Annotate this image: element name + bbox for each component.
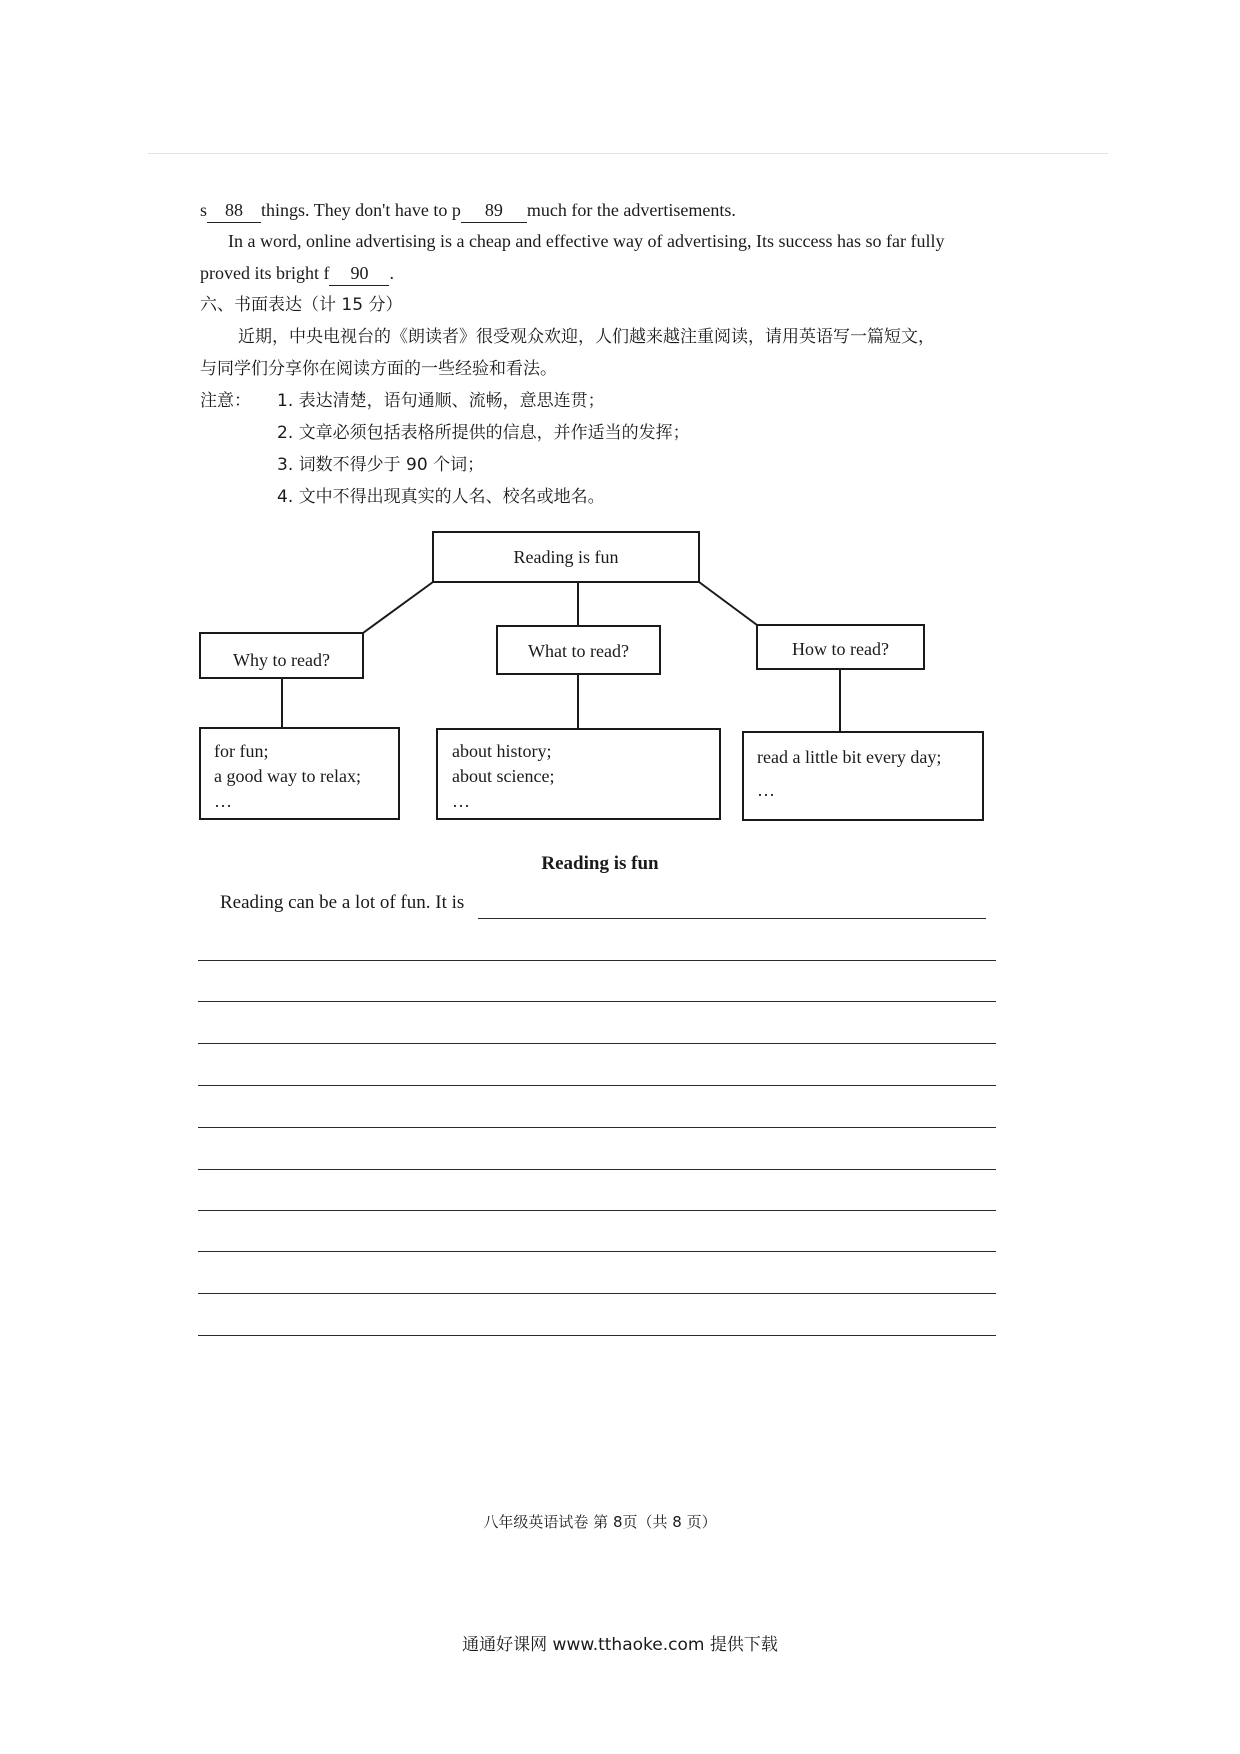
branch-title-what: What to read?	[528, 641, 629, 661]
detail-item: …	[214, 791, 232, 811]
source-credit: 通通好课网 www.tthaoke.com 提供下载	[462, 1635, 778, 1655]
section-intro-line-1: 近期，中央电视台的《朗读者》很受观众欢迎，人们越来越注重阅读，请用英语写一篇短文，	[238, 327, 935, 347]
detail-item: about science;	[452, 766, 555, 786]
passage-line-1	[200, 198, 736, 223]
passage-line-2: In a word, online advertising is a cheap and effective way of advertising, Its success has so far fully	[228, 231, 945, 251]
detail-item: …	[757, 780, 775, 800]
top-divider	[148, 153, 1108, 154]
writing-line[interactable]	[198, 1251, 996, 1252]
writing-line[interactable]	[198, 1085, 996, 1086]
passage-text: proved its bright f	[200, 263, 330, 283]
branch-title-how: How to read?	[792, 639, 889, 659]
passage-line-3	[200, 261, 394, 286]
notes-label: 注意：	[200, 391, 251, 411]
writing-line[interactable]	[198, 1001, 996, 1002]
writing-line[interactable]	[198, 1043, 996, 1044]
note-item: 4. 文中不得出现真实的人名、校名或地名。	[277, 487, 605, 507]
page-footer: 八年级英语试卷 第 8页（共 8 页）	[483, 1513, 717, 1531]
essay-title: Reading is fun	[541, 853, 659, 874]
note-item: 2. 文章必须包括表格所提供的信息，并作适当的发挥；	[277, 423, 690, 443]
connector-root-why	[363, 582, 433, 633]
blank-88[interactable]: 88	[207, 198, 261, 223]
writing-line[interactable]	[198, 960, 996, 961]
writing-line[interactable]	[198, 1293, 996, 1294]
detail-item: a good way to relax;	[214, 766, 361, 786]
passage-text: s	[200, 200, 208, 220]
branch-title-why: Why to read?	[233, 650, 330, 670]
passage-text: .	[389, 263, 394, 283]
blank-90[interactable]: 90	[329, 261, 389, 286]
writing-line[interactable]	[198, 1127, 996, 1128]
root-label: Reading is fun	[513, 547, 619, 567]
note-item: 3. 词数不得少于 90 个词；	[277, 455, 485, 475]
detail-item: about history;	[452, 741, 552, 761]
blank-89[interactable]: 89	[461, 198, 527, 223]
detail-item: for fun;	[214, 741, 269, 761]
passage-text: much for the advertisements.	[526, 200, 736, 220]
writing-line[interactable]	[198, 1210, 996, 1211]
essay-opening: Reading can be a lot of fun. It is	[220, 892, 465, 913]
detail-item: read a little bit every day;	[757, 747, 942, 767]
writing-line[interactable]	[198, 1169, 996, 1170]
detail-item: …	[452, 791, 470, 811]
writing-line[interactable]	[478, 918, 986, 919]
section-heading: 六、书面表达（计 15 分）	[200, 295, 403, 315]
section-intro-line-2: 与同学们分享你在阅读方面的一些经验和看法。	[200, 359, 557, 379]
connector-root-how	[699, 582, 757, 625]
passage-text: things. They don't have to p	[261, 200, 461, 220]
note-item: 1. 表达清楚，语句通顺、流畅，意思连贯；	[277, 391, 605, 411]
writing-line[interactable]	[198, 1335, 996, 1336]
